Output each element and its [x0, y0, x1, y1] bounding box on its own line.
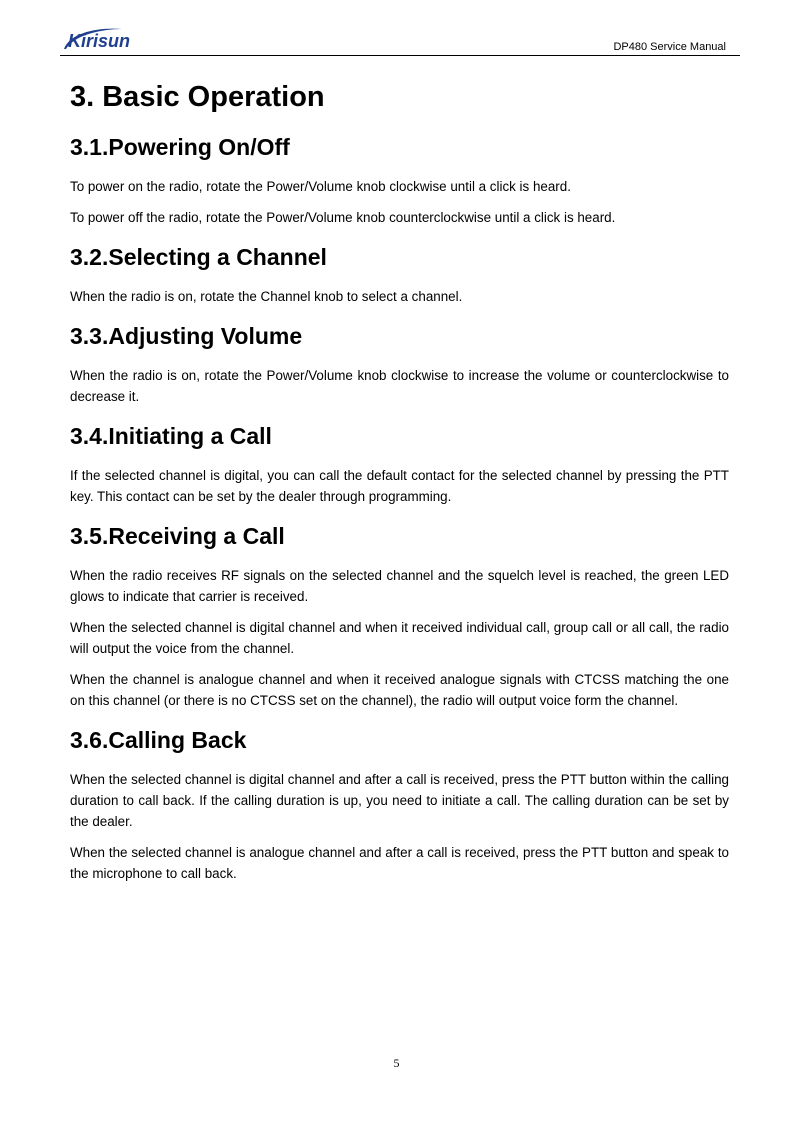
paragraph: When the radio is on, rotate the Channel knob to select a channel. — [70, 289, 463, 304]
section-calling-back — [70, 725, 729, 884]
section-title: 3.4.Initiating a Call — [70, 423, 272, 449]
section-title: 3.3.Adjusting Volume — [70, 323, 303, 349]
paragraph: When the selected channel is digital channel and when it received individual call, group call or all call, the radio will output the voice from the channel. — [70, 620, 729, 656]
page-number: 5 — [393, 1056, 400, 1070]
manual-title: DP480 Service Manual — [613, 41, 726, 53]
section-title: 3.2.Selecting a Channel — [70, 244, 327, 270]
paragraph: When the selected channel is analogue channel and after a call is received, press the PTT button and speak to the microphone to call back. — [70, 845, 729, 881]
svg-text:Kirisun: Kirisun — [68, 31, 131, 51]
section-selecting-channel — [70, 242, 729, 307]
paragraph: To power off the radio, rotate the Power/Volume knob counterclockwise until a click is heard. — [70, 210, 616, 225]
page-content — [70, 78, 729, 898]
page-header — [60, 22, 740, 56]
paragraph: When the selected channel is digital channel and after a call is received, press the PTT button within the calling duration to call back. If the calling duration is up, you need to initiate a call. The calling duration can be set by the dealer. — [70, 772, 729, 829]
section-title: 3.5.Receiving a Call — [70, 523, 285, 549]
kirisun-logo — [60, 26, 160, 52]
paragraph: When the radio receives RF signals on the selected channel and the squelch level is reached, the green LED glows to indicate that carrier is received. — [70, 568, 729, 604]
section-initiating-call — [70, 421, 729, 507]
section-receiving-call — [70, 521, 729, 711]
section-powering — [70, 132, 729, 228]
paragraph: If the selected channel is digital, you can call the default contact for the selected channel by pressing the PTT key. This contact can be set by the dealer through programming. — [70, 468, 729, 504]
section-title: 3.1.Powering On/Off — [70, 134, 290, 160]
paragraph: When the channel is analogue channel and when it received analogue signals with CTCSS matching the one on this channel (or there is no CTCSS set on the channel), the radio will output voice form the channel. — [70, 672, 729, 708]
section-title: 3.6.Calling Back — [70, 727, 247, 753]
chapter-title: 3. Basic Operation — [70, 81, 325, 113]
section-adjusting-volume — [70, 321, 729, 407]
paragraph: To power on the radio, rotate the Power/Volume knob clockwise until a click is heard. — [70, 179, 571, 194]
paragraph: When the radio is on, rotate the Power/Volume knob clockwise to increase the volume or counterclockwise to decrease it. — [70, 368, 729, 404]
header-rule — [60, 55, 740, 56]
